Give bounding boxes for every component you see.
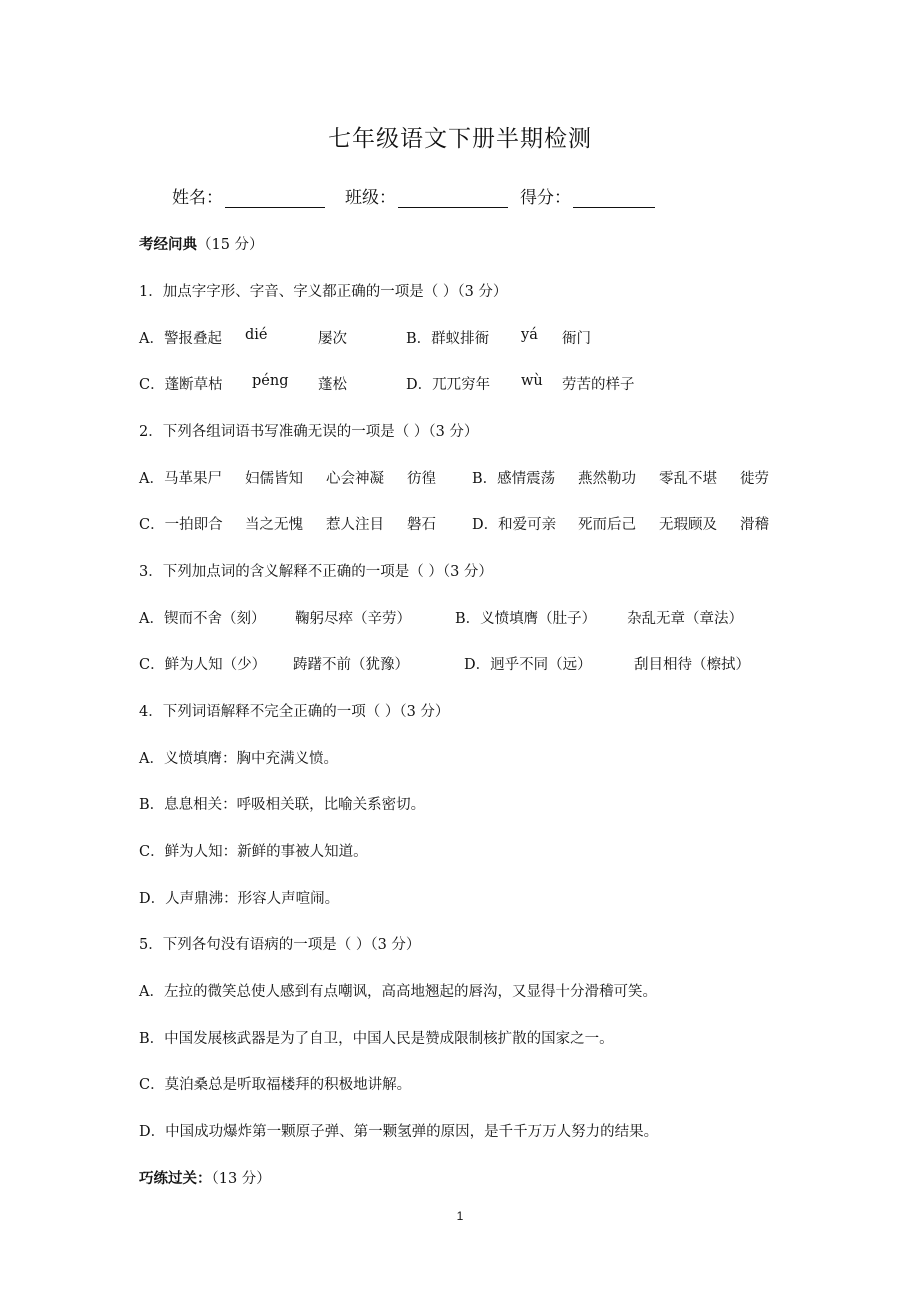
question-stem: 3．下列加点词的含义解释不正确的一项是（ ）（3 分）	[139, 564, 493, 580]
option-c-w4: 磐石	[407, 517, 436, 533]
option-d-w4: 滑稽	[740, 517, 769, 533]
section-title: 考经问典	[139, 237, 197, 253]
page-title: 七年级语文下册半期检测	[328, 126, 592, 152]
section-heading	[139, 233, 264, 254]
option-b-w4: 徙劳	[740, 471, 769, 487]
option-b-pinyin: yá	[521, 327, 538, 343]
option-d: D．人声鼎沸：形容人声喧闹。	[139, 891, 340, 907]
option-d-w3: 无瑕顾及	[659, 517, 717, 533]
option-c: C．莫泊桑总是听取福楼拜的积极地讲解。	[139, 1077, 412, 1093]
score-label: 得分：	[520, 188, 571, 208]
option-a-w3: 心会神凝	[326, 471, 384, 487]
option-c-w2: 当之无愧	[245, 517, 303, 533]
option-c-w1: C．一拍即合	[139, 517, 223, 533]
class-label: 班级：	[345, 188, 396, 208]
option-c-w2: 踌躇不前（犹豫）	[293, 657, 409, 673]
option-b-w1: B．感情震荡	[472, 471, 556, 487]
option-a-w2: 鞠躬尽瘁（辛劳）	[295, 611, 411, 627]
option-d-w1: D．和爱可亲	[472, 517, 557, 533]
option-a: A．义愤填膺：胸中充满义愤。	[139, 751, 338, 767]
name-label: 姓名：	[172, 188, 223, 208]
option-b-w1: B．义愤填膺（肚子）	[455, 611, 597, 627]
option-c-pinyin: péng	[252, 373, 289, 389]
option-b: B．中国发展核武器是为了自卫，中国人民是赞成限制核扩散的国家之一。	[139, 1031, 614, 1047]
option-b-w2: 杂乱无章（章法）	[627, 611, 743, 627]
option-a-w1: A．马革果尸	[139, 471, 222, 487]
page-number: 1	[456, 1209, 464, 1223]
question-stem: 5．下列各句没有语病的一项是（ ）（3 分）	[139, 937, 421, 953]
option-d-w1: D．迥乎不同（远）	[464, 657, 592, 673]
option-c-meaning: 蓬松	[318, 377, 347, 393]
option-b-w2: 燕然勒功	[578, 471, 636, 487]
student-info-row	[172, 183, 655, 208]
option-b-meaning: 衙门	[562, 331, 591, 347]
question-stem: 2．下列各组词语书写准确无误的一项是（ ）（3 分）	[139, 424, 479, 440]
option-b: B．息息相关：呼吸相关联，比喻关系密切。	[139, 797, 426, 813]
option-a-w1: A．锲而不舍（刻）	[139, 611, 266, 627]
option-a-w4: 彷徨	[407, 471, 436, 487]
option-d-pinyin: wù	[521, 373, 543, 389]
option-d: D．中国成功爆炸第一颗原子弹、第一颗氢弹的原因，是千千万万人努力的结果。	[139, 1124, 659, 1140]
option-a-word: A．警报叠起	[139, 331, 222, 347]
section-points: （13 分）	[211, 1171, 271, 1187]
option-c-word: C．蓬断草枯	[139, 377, 223, 393]
section-heading	[139, 1167, 271, 1188]
question-stem: 4．下列词语解释不完全正确的一项（ ）（3 分）	[139, 704, 450, 720]
option-a-w2: 妇儒皆知	[245, 471, 303, 487]
section-title: 巧练过关：	[139, 1171, 212, 1187]
option-a: A．左拉的微笑总使人感到有点嘲讽，高高地翘起的唇沟，又显得十分滑稽可笑。	[139, 984, 657, 1000]
option-a-meaning: 屡次	[318, 331, 347, 347]
option-c: C．鲜为人知：新鲜的事被人知道。	[139, 844, 368, 860]
option-a-pinyin: dié	[245, 327, 268, 343]
option-b-w3: 零乱不堪	[659, 471, 717, 487]
option-d-meaning: 劳苦的样子	[562, 377, 635, 393]
option-c-w1: C．鲜为人知（少）	[139, 657, 267, 673]
option-b-word: B．群蚁排衙	[406, 331, 490, 347]
question-stem: 1．加点字字形、字音、字义都正确的一项是（ ）（3 分）	[139, 284, 508, 300]
section-points: （15 分）	[197, 237, 264, 253]
score-blank	[573, 189, 655, 208]
name-blank	[225, 189, 325, 208]
option-d-w2: 死而后己	[578, 517, 636, 533]
option-d-w2: 刮目相待（檫拭）	[634, 657, 750, 673]
option-d-word: D．兀兀穷年	[406, 377, 491, 393]
class-blank	[398, 189, 508, 208]
option-c-w3: 惹人注目	[326, 517, 384, 533]
